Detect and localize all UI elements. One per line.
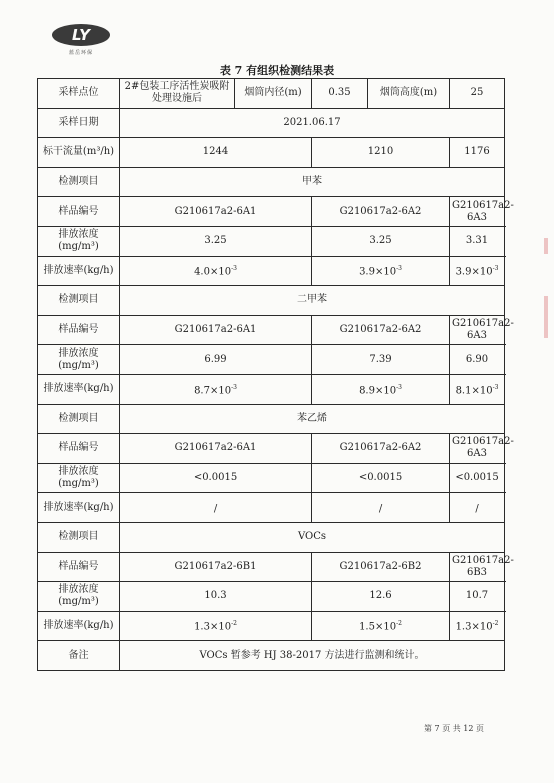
rate-mantissa: 8.9×10 bbox=[359, 384, 397, 396]
rate-exponent: -3 bbox=[396, 265, 402, 273]
sample-id-label: 样品编号 bbox=[38, 197, 120, 227]
table-row bbox=[38, 108, 505, 138]
svg-text:LY: LY bbox=[71, 26, 91, 44]
rate-exponent: -3 bbox=[492, 265, 499, 273]
rate-value bbox=[450, 256, 505, 286]
table-row bbox=[38, 434, 505, 464]
rate-mantissa: 8.1×10 bbox=[455, 384, 493, 396]
rate-mantissa: 8.7×10 bbox=[194, 384, 232, 396]
rate-mantissa: / bbox=[213, 503, 218, 515]
concentration-value: 6.99 bbox=[120, 345, 312, 375]
rate-label: 排放速率(kg/h) bbox=[38, 611, 120, 641]
rate-value bbox=[312, 611, 450, 641]
page-number: 第 7 页 共 12 页 bbox=[424, 724, 484, 733]
table-row bbox=[38, 552, 505, 582]
flow-value: 1244 bbox=[120, 138, 312, 168]
item-name: 苯乙烯 bbox=[120, 404, 505, 434]
rate-mantissa: 1.3×10 bbox=[194, 621, 232, 633]
table-row bbox=[38, 404, 505, 434]
rate-mantissa: / bbox=[378, 503, 383, 515]
rate-value bbox=[312, 374, 450, 404]
sample-id: G210617a2-6B2 bbox=[312, 552, 450, 582]
concentration-label: 排放浓度(mg/m³) bbox=[38, 226, 120, 256]
concentration-value: 6.90 bbox=[450, 345, 505, 375]
table-row bbox=[38, 226, 505, 256]
sample-id: G210617a2-6A3 bbox=[450, 434, 505, 464]
rate-value bbox=[450, 611, 505, 641]
item-name: VOCs bbox=[120, 522, 505, 552]
concentration-label: 排放浓度(mg/m³) bbox=[38, 582, 120, 612]
sample-id: G210617a2-6A2 bbox=[312, 434, 450, 464]
rate-mantissa: 1.5×10 bbox=[359, 621, 397, 633]
flow-value: 1210 bbox=[312, 138, 450, 168]
table-row bbox=[38, 79, 505, 109]
concentration-value: 10.7 bbox=[450, 582, 505, 612]
concentration-value: <0.0015 bbox=[120, 463, 312, 493]
concentration-value: <0.0015 bbox=[312, 463, 450, 493]
diameter-value: 0.35 bbox=[312, 79, 368, 109]
company-logo bbox=[50, 22, 112, 56]
table-row bbox=[38, 493, 505, 523]
table-row bbox=[38, 582, 505, 612]
concentration-value: 3.25 bbox=[120, 226, 312, 256]
rate-value bbox=[450, 374, 505, 404]
table-row bbox=[38, 315, 505, 345]
table-row bbox=[38, 167, 505, 197]
sample-id: G210617a2-6A1 bbox=[120, 315, 312, 345]
diameter-label: 烟筒内径(m) bbox=[235, 79, 312, 109]
table-row bbox=[38, 197, 505, 227]
item-label: 检测项目 bbox=[38, 286, 120, 316]
item-name: 二甲苯 bbox=[120, 286, 505, 316]
concentration-value: 3.31 bbox=[450, 226, 505, 256]
rate-value bbox=[120, 256, 312, 286]
item-label: 检测项目 bbox=[38, 167, 120, 197]
table-row bbox=[38, 522, 505, 552]
site-value: 2#包装工序活性炭吸附处理设施后 bbox=[120, 79, 235, 109]
rate-exponent: -3 bbox=[231, 383, 237, 391]
rate-mantissa: 3.9×10 bbox=[359, 266, 397, 278]
table-row bbox=[38, 286, 505, 316]
rate-value bbox=[312, 256, 450, 286]
seal-edge-mark bbox=[544, 296, 548, 338]
rate-value bbox=[450, 493, 505, 523]
table-row bbox=[38, 641, 505, 671]
rate-exponent: -3 bbox=[396, 383, 402, 391]
sample-id: G210617a2-6A1 bbox=[120, 434, 312, 464]
sample-id: G210617a2-6B3 bbox=[450, 552, 505, 582]
rate-exponent: -3 bbox=[231, 265, 237, 273]
concentration-value: 10.3 bbox=[120, 582, 312, 612]
sample-id: G210617a2-6A3 bbox=[450, 315, 505, 345]
height-value: 25 bbox=[450, 79, 505, 109]
rate-label: 排放速率(kg/h) bbox=[38, 374, 120, 404]
concentration-value: 3.25 bbox=[312, 226, 450, 256]
sample-id-label: 样品编号 bbox=[38, 552, 120, 582]
item-label: 检测项目 bbox=[38, 404, 120, 434]
sample-id: G210617a2-6A3 bbox=[450, 197, 505, 227]
table-row bbox=[38, 345, 505, 375]
rate-mantissa: 4.0×10 bbox=[194, 266, 232, 278]
rate-exponent: -2 bbox=[231, 620, 237, 628]
rate-mantissa: 3.9×10 bbox=[455, 266, 493, 278]
flow-label: 标干流量(m³/h) bbox=[38, 138, 120, 168]
date-label: 采样日期 bbox=[38, 108, 120, 138]
rate-exponent: -2 bbox=[396, 620, 402, 628]
rate-label: 排放速率(kg/h) bbox=[38, 256, 120, 286]
concentration-label: 排放浓度(mg/m³) bbox=[38, 345, 120, 375]
sample-id: G210617a2-6A1 bbox=[120, 197, 312, 227]
item-label: 检测项目 bbox=[38, 522, 120, 552]
sample-id: G210617a2-6A2 bbox=[312, 197, 450, 227]
results-table bbox=[37, 78, 514, 671]
concentration-value: <0.0015 bbox=[450, 463, 505, 493]
logo-mark-icon bbox=[50, 22, 112, 48]
seal-edge-mark bbox=[544, 238, 548, 254]
logo-caption: 蓝岳环保 bbox=[68, 50, 93, 56]
rate-exponent: -3 bbox=[492, 383, 499, 391]
table-title: 表 7 有组织检测结果表 bbox=[219, 64, 335, 77]
site-label: 采样点位 bbox=[38, 79, 120, 109]
table-row bbox=[38, 256, 505, 286]
sample-id: G210617a2-6B1 bbox=[120, 552, 312, 582]
rate-mantissa: / bbox=[475, 503, 479, 515]
item-name: 甲苯 bbox=[120, 167, 505, 197]
rate-value bbox=[120, 493, 312, 523]
table-row bbox=[38, 611, 505, 641]
height-label: 烟筒高度(m) bbox=[368, 79, 450, 109]
sample-id: G210617a2-6A2 bbox=[312, 315, 450, 345]
sample-id-label: 样品编号 bbox=[38, 434, 120, 464]
concentration-value: 7.39 bbox=[312, 345, 450, 375]
rate-exponent: -2 bbox=[492, 620, 499, 628]
rate-label: 排放速率(kg/h) bbox=[38, 493, 120, 523]
rate-mantissa: 1.3×10 bbox=[455, 621, 493, 633]
concentration-label: 排放浓度(mg/m³) bbox=[38, 463, 120, 493]
concentration-value: 12.6 bbox=[312, 582, 450, 612]
table-row bbox=[38, 463, 505, 493]
table-row bbox=[38, 138, 505, 168]
rate-value bbox=[312, 493, 450, 523]
rate-value bbox=[120, 374, 312, 404]
rate-value bbox=[120, 611, 312, 641]
date-value: 2021.06.17 bbox=[120, 108, 505, 138]
sample-id-label: 样品编号 bbox=[38, 315, 120, 345]
remark-label: 备注 bbox=[38, 641, 120, 671]
remark-value: VOCs 暂参考 HJ 38-2017 方法进行监测和统计。 bbox=[120, 641, 505, 671]
flow-value: 1176 bbox=[450, 138, 505, 168]
table-row bbox=[38, 374, 505, 404]
